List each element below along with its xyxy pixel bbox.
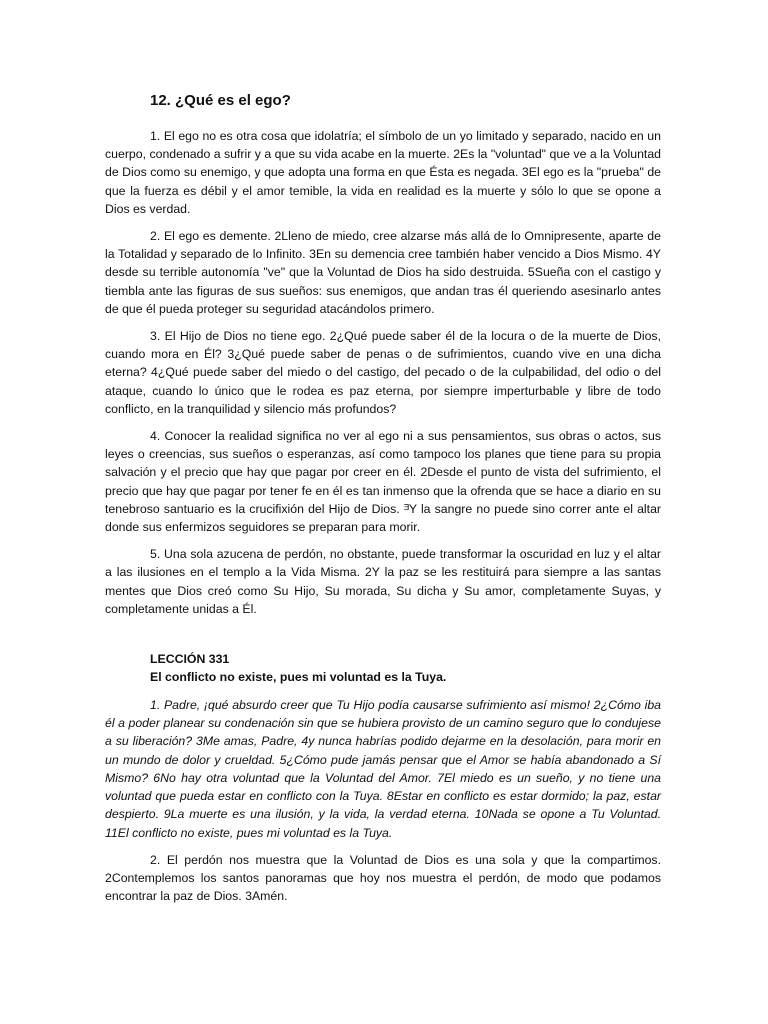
- lesson-title: El conflicto no existe, pues mi voluntad es la Tuya.: [150, 670, 447, 685]
- document-page: [105, 92, 661, 914]
- paragraph-5: 5. Una sola azucena de perdón, no obstante, puede transformar la oscuridad en luz y el altar a las ilusiones en el templo a la Vida Misma. 2Y la paz se les restituirá para siempre a las santas mentes que Dios creó como Su Hijo, Su morada, Su dicha y Su amor, completamente Suyas, y completamente unidas a Él.: [105, 547, 661, 616]
- lesson-paragraph-2: 2. El perdón nos muestra que la Voluntad de Dios es una sola y que la compartimos. 2Contemplemos los santos panoramas que hoy nos muestra el perdón, de modo que podamos encontrar la paz de Dios. 3Amén.: [105, 852, 661, 904]
- paragraph-4: 4. Conocer la realidad significa no ver al ego ni a sus pensamientos, sus obras o actos, sus leyes o creencias, sus sueños o esperanzas, así como tampoco los planes que tiene para su propia salvación y el precio que hay que pagar por creer en él. 2Desde el punto de vista del sufrimiento, el precio que hay que pagar por tener fe en él es tan inmenso que la ofrenda que se hace a diario en su tenebroso santuario es la crucifixión del Hijo de Dios. ᴲY la sangre no puede sino correr ante el altar donde sus enfermizos seguidores se preparan para morir.: [105, 429, 661, 535]
- lesson-header: [150, 650, 661, 686]
- paragraph-2: 2. El ego es demente. 2Lleno de miedo, cree alzarse más allá de lo Omnipresente, aparte de la Totalidad y separado de lo Infinito. 3En su demencia cree también haber vencido a Dios Mismo. 4Y desde su terrible autonomía "ve" que la Voluntad de Dios ha sido destruida. 5Sueña con el castigo y tiembla ante las figuras de sus sueños: sus enemigos, que andan tras él queriendo asesinarlo antes de que él pueda proteger su seguridad atacándolos primero.: [105, 229, 661, 316]
- section-title: 12. ¿Qué es el ego?: [150, 92, 291, 109]
- paragraph-3: 3. El Hijo de Dios no tiene ego. 2¿Qué puede saber él de la locura o de la muerte de Dios, cuando mora en Él? 3¿Qué puede saber de penas o de sufrimientos, cuando vive en una dicha eterna? 4¿Qué puede saber del miedo o del castigo, del pecado o de la culpabilidad, del odio o del ataque, cuando lo único que le rodea es paz eterna, por siempre imperturbable y libre de todo conflicto, en la tranquilidad y silencio más profundos?: [105, 329, 661, 416]
- lesson-paragraph-1: 1. Padre, ¡qué absurdo creer que Tu Hijo podía causarse sufrimiento así mismo! 2¿Cómo iba él a poder planear su condenación sin que se hubiera provisto de un camino seguro que lo condujese a su liberación? 3Me amas, Padre, 4y nunca habrías podido dejarme en la desolación, para morir en un mundo de dolor y crueldad. 5¿Cómo pude jamás pensar que el Amor se había abandonado a Sí Mismo? 6No hay otra voluntad que la Voluntad del Amor. 7El miedo es un sueño, y no tiene una voluntad que pueda estar en conflicto con la Tuya. 8Estar en conflicto es estar dormido; la paz, estar despierto. 9La muerte es una ilusión, y la vida, la verdad eterna. 10Nada se opone a Tu Voluntad. 11El conflicto no existe, pues mi voluntad es la Tuya.: [105, 698, 661, 840]
- lesson-number: LECCIÓN 331: [150, 652, 230, 667]
- paragraph-1: 1. El ego no es otra cosa que idolatría; el símbolo de un yo limitado y separado, nacido en un cuerpo, condenado a sufrir y a que su vida acabe en la muerte. 2Es la "voluntad" que ve a la Voluntad de Dios como su enemigo, y que adopta una forma en que Ésta es negada. 3El ego es la "prueba" de que la fuerza es débil y el amor temible, la vida en realidad es la muerte y sólo lo que se opone a Dios es verdad.: [105, 129, 661, 216]
